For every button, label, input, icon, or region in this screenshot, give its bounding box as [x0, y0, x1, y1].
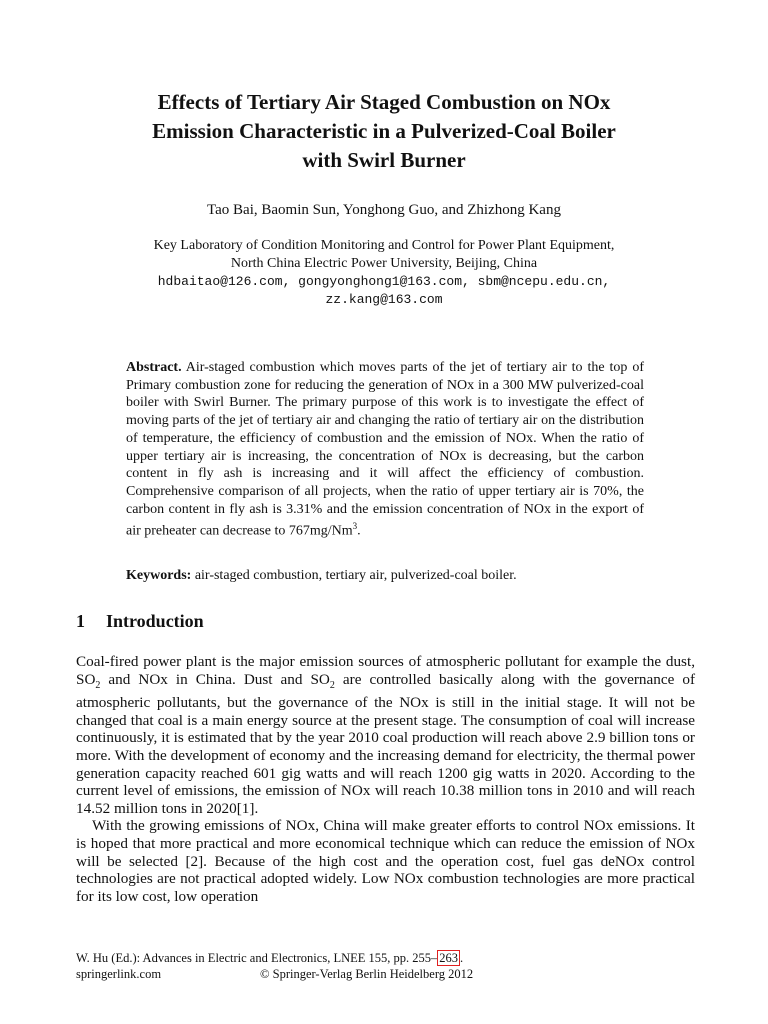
page-link[interactable]: 263	[439, 951, 458, 965]
paper-title	[60, 88, 708, 175]
section-number: 1	[76, 611, 85, 631]
page-footer	[76, 950, 696, 982]
affiliation-line: Key Laboratory of Condition Monitoring and Control for Power Plant Equipment,	[153, 238, 615, 253]
email-line[interactable]: hdbaitao@126.com, gongyonghong1@163.com, sbm@ncepu.edu.cn,	[157, 274, 611, 289]
affiliation-line: North China Electric Power University, Beijing, China	[230, 256, 538, 271]
citation-line	[76, 950, 696, 966]
abstract-text: Air-staged combustion which moves parts of the jet of tertiary air to the top of Primary combustion zone for reducing the generation of NOx in a 300 MW pulverized-coal boiler with Swirl Burner. The primary purpose of this work is to investigate the effect of moving parts of the jet of tertiary air and changing the ratio of tertiary air on the distribution of temperature, the efficiency of combustion and the emission of NOx. When the ratio of upper tertiary air is increasing, the concentration of NOx is decreasing, but the carbon content in fly ash is increasing and it will affect the efficiency of combustion. Comprehensive comparison of all projects, when the ratio of upper tertiary air is 70%, the carbon content in fly ash is 3.31% and the emission concentration of NOx in the export of air preheater can decrease to 767mg/Nm	[126, 360, 644, 539]
abstract-label: Abstract.	[126, 360, 182, 375]
section-title: Introduction	[106, 611, 204, 631]
publisher-line	[76, 966, 696, 982]
abstract-superscript: 3	[352, 521, 358, 532]
title-line: Emission Characteristic in a Pulverized-Coal Boiler	[152, 119, 616, 143]
text-run: Coal-fired power plant is the major emission sources of atmospheric pollutant for example the dust, SO	[76, 653, 695, 688]
citation-end: .	[460, 951, 464, 965]
paragraph: With the growing emissions of NOx, China will make greater efforts to control NOx emissions. It is hoped that more practical and more economical technique which can reduce the emission of NOx will be selected [2]. Because of the high cost and the operation cost, fuel gas deNOx control technologies are not practical adopted widely. Low NOx combustion technologies are more practical for its low cost, low operation	[76, 817, 695, 905]
keywords-text: air-staged combustion, tertiary air, pulverized-coal boiler.	[194, 568, 517, 583]
abstract-end: .	[357, 523, 361, 539]
text-run: are controlled basically along with the governance of atmospheric pollutants, but the governance of the NOx is still in the initial stage. It will not be changed that coal is a main energy source at the present stage. The consumption of coal will increase continuously, it is estimated that by the year 2010 coal production will reach above 2.9 billion tons or more. With the development of economy and the increasing demand for electricity, the thermal power generation capacity reached 601 gig watts and will reach 1200 gig watts in 2020. According to the current level of emissions, the emission of NOx will reach 10.38 million tons in 2010 and will reach 14.52 million tons in 2020[1].	[76, 670, 696, 817]
keywords-label: Keywords:	[126, 568, 192, 583]
subscript: 2	[329, 679, 335, 691]
paragraph	[76, 653, 695, 817]
copyright: © Springer-Verlag Berlin Heidelberg 2012	[260, 967, 474, 981]
section-heading	[76, 611, 204, 632]
citation-text: W. Hu (Ed.): Advances in Electric and Electronics, LNEE 155, pp. 255–	[76, 951, 438, 965]
title-line: Effects of Tertiary Air Staged Combustion on NOx	[157, 90, 611, 114]
subscript: 2	[95, 679, 101, 691]
author-list: Tao Bai, Baomin Sun, Yonghong Guo, and Zhizhong Kang	[207, 202, 561, 218]
email-line[interactable]: zz.kang@163.com	[325, 292, 443, 307]
site-link[interactable]: springerlink.com	[76, 967, 162, 981]
affiliation	[0, 237, 768, 309]
abstract	[126, 359, 644, 541]
text-run: and NOx in China. Dust and SO	[100, 670, 330, 688]
title-line: with Swirl Burner	[302, 148, 466, 172]
section-body	[76, 653, 695, 905]
keywords	[126, 567, 644, 585]
